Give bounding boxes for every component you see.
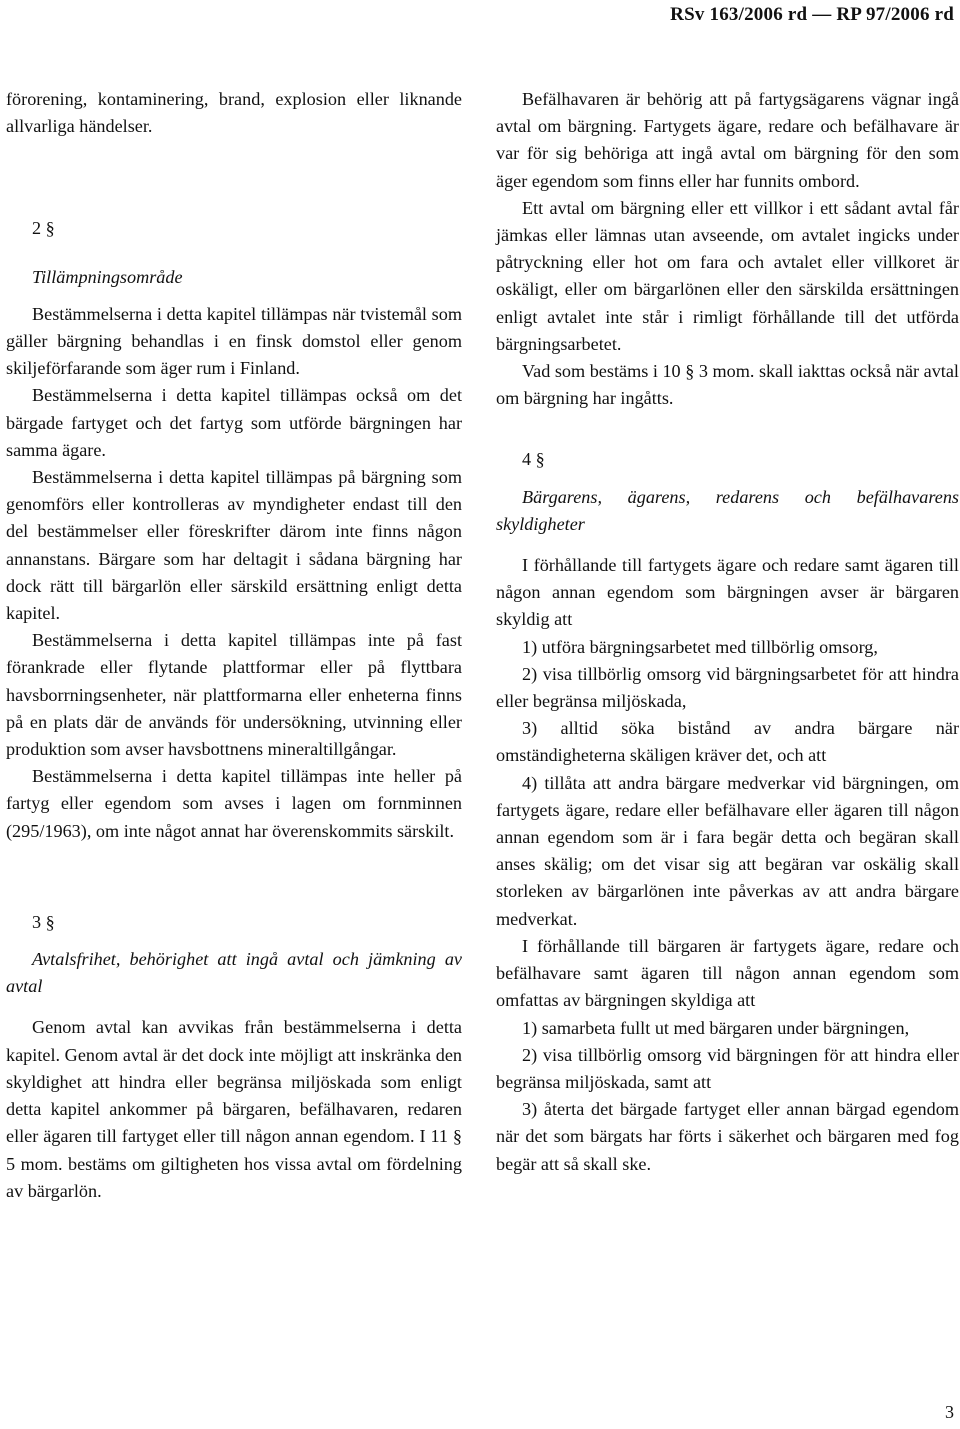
section-number: 3 §	[32, 911, 55, 932]
left-column	[6, 86, 462, 1205]
paragraph: Genom avtal kan avvikas från bestämmelserna i detta kapitel. Genom avtal är det dock inte möjligt att inskränka den skyldighet att hindra eller begränsa miljöskada som enligt detta kapitel ankommer på bärgaren, befälhavaren, redaren eller ägaren till fartyget eller till någon annan egendom. I 11 § 5 mom. bestäms om giltigheten hos vissa avtal om fördelning av bärgarlön.	[6, 1017, 462, 1201]
list-item: 2) visa tillbörlig omsorg vid bärgningen för att hindra eller begränsa miljöskada, samt att	[496, 1044, 959, 1092]
paragraph: Bestämmelserna i detta kapitel tillämpas inte på fast förankrade eller flytande plattformar eller på flyttbara havsborrningsenheter, när plattformarna eller enheterna finns på en plats där de används för undersökning, utvinning eller produktion som avser havsbottnens mineraltillgångar.	[6, 630, 462, 760]
paragraph: Ett avtal om bärgning eller ett villkor i ett sådant avtal får jämkas eller lämnas utan avseende, om avtalet ingicks under påtryckning eller hot om fara och avtalet eller villkoret är oskäligt, eller om bärgarlönen eller den särskilda ersättningen enligt avtalet inte står i rimligt förhållande till det utförda bärgningsarbetet.	[496, 197, 959, 354]
list-item: 2) visa tillbörlig omsorg vid bärgningsarbetet för att hindra eller begränsa miljöskada,	[496, 663, 959, 712]
list-item: 1) utföra bärgningsarbetet med tillbörlig omsorg,	[522, 636, 878, 657]
section-number: 2 §	[32, 218, 55, 239]
section-title: Bärgarens, ägarens, redarens och befälhavarens skyldigheter	[496, 486, 959, 534]
section-title: Avtalsfrihet, behörighet att ingå avtal och jämkning av avtal	[6, 949, 462, 997]
paragraph: I förhållande till bärgaren är fartygets ägare, redare och befälhavare samt ägaren till någon annan egendom som omfattas av bärgningen skyldiga att	[496, 935, 959, 1011]
section-title: Tillämpningsområde	[32, 266, 183, 287]
list-item: 4) tillåta att andra bärgare medverkar vid bärgningen, om fartygets ägare, redare eller befälhavare eller ägaren till någon annan egendom som är i fara begär detta och begäran skall anses skälig; om det visar sig att begäran var oskälig skall storleken av bärgarlönen inte påverkas av att andra bärgare medverkat.	[496, 772, 959, 929]
list-item: 1) samarbeta fullt ut med bärgaren under bärgningen,	[522, 1017, 910, 1038]
paragraph: Befälhavaren är behörig att på fartygsägarens vägnar ingå avtal om bärgning. Fartygets ägare, redare och befälhavare är var för sig behöriga att ingå avtal om bärgning för den som äger egendom som finns eller har funnits ombord.	[496, 89, 959, 191]
list-item: 3) alltid söka bistånd av andra bärgare när omständigheterna skäligen kräver det, och att	[496, 718, 959, 766]
right-column	[496, 86, 959, 1178]
paragraph: Vad som bestäms i 10 § 3 mom. skall iakttas också när avtal om bärgning har ingåtts.	[496, 361, 959, 409]
paragraph: Bestämmelserna i detta kapitel tillämpas på bärgning som genomförs eller kontrolleras av myndigheter endast till den del bestämmelser eller föreskrifter därom inte finns någon annanstans. Bärgare som har deltagit i sådana bärgning har dock rätt till bärgarlön eller särskild ersättning enligt detta kapitel.	[6, 467, 462, 624]
list-item: 3) återta det bärgade fartyget eller annan bärgad egendom när det som bärgats har förts i säkerhet och bärgaren med fog begär att så skall ske.	[496, 1099, 959, 1174]
paragraph: Bestämmelserna i detta kapitel tillämpas när tvistemål som gäller bärgning behandlas i en finsk domstol eller genom skiljeförfarande som äger rum i Finland.	[6, 303, 462, 379]
paragraph: förorening, kontaminering, brand, explosion eller liknande allvarliga händelser.	[6, 89, 462, 137]
paragraph: Bestämmelserna i detta kapitel tillämpas också om det bärgade fartyget och det fartyg som utförde bärgningen har samma ägare.	[6, 385, 462, 460]
section-number: 4 §	[522, 449, 545, 470]
page-number: 3	[945, 1402, 954, 1422]
page-header: RSv 163/2006 rd — RP 97/2006 rd	[670, 4, 954, 25]
paragraph: Bestämmelserna i detta kapitel tillämpas inte heller på fartyg eller egendom som avses i lagen om fornminnen (295/1963), om inte något annat har överenskommits särskilt.	[6, 766, 462, 841]
paragraph: I förhållande till fartygets ägare och redare samt ägaren till någon annan egendom som bärgningen avser är bärgaren skyldig att	[496, 555, 959, 630]
